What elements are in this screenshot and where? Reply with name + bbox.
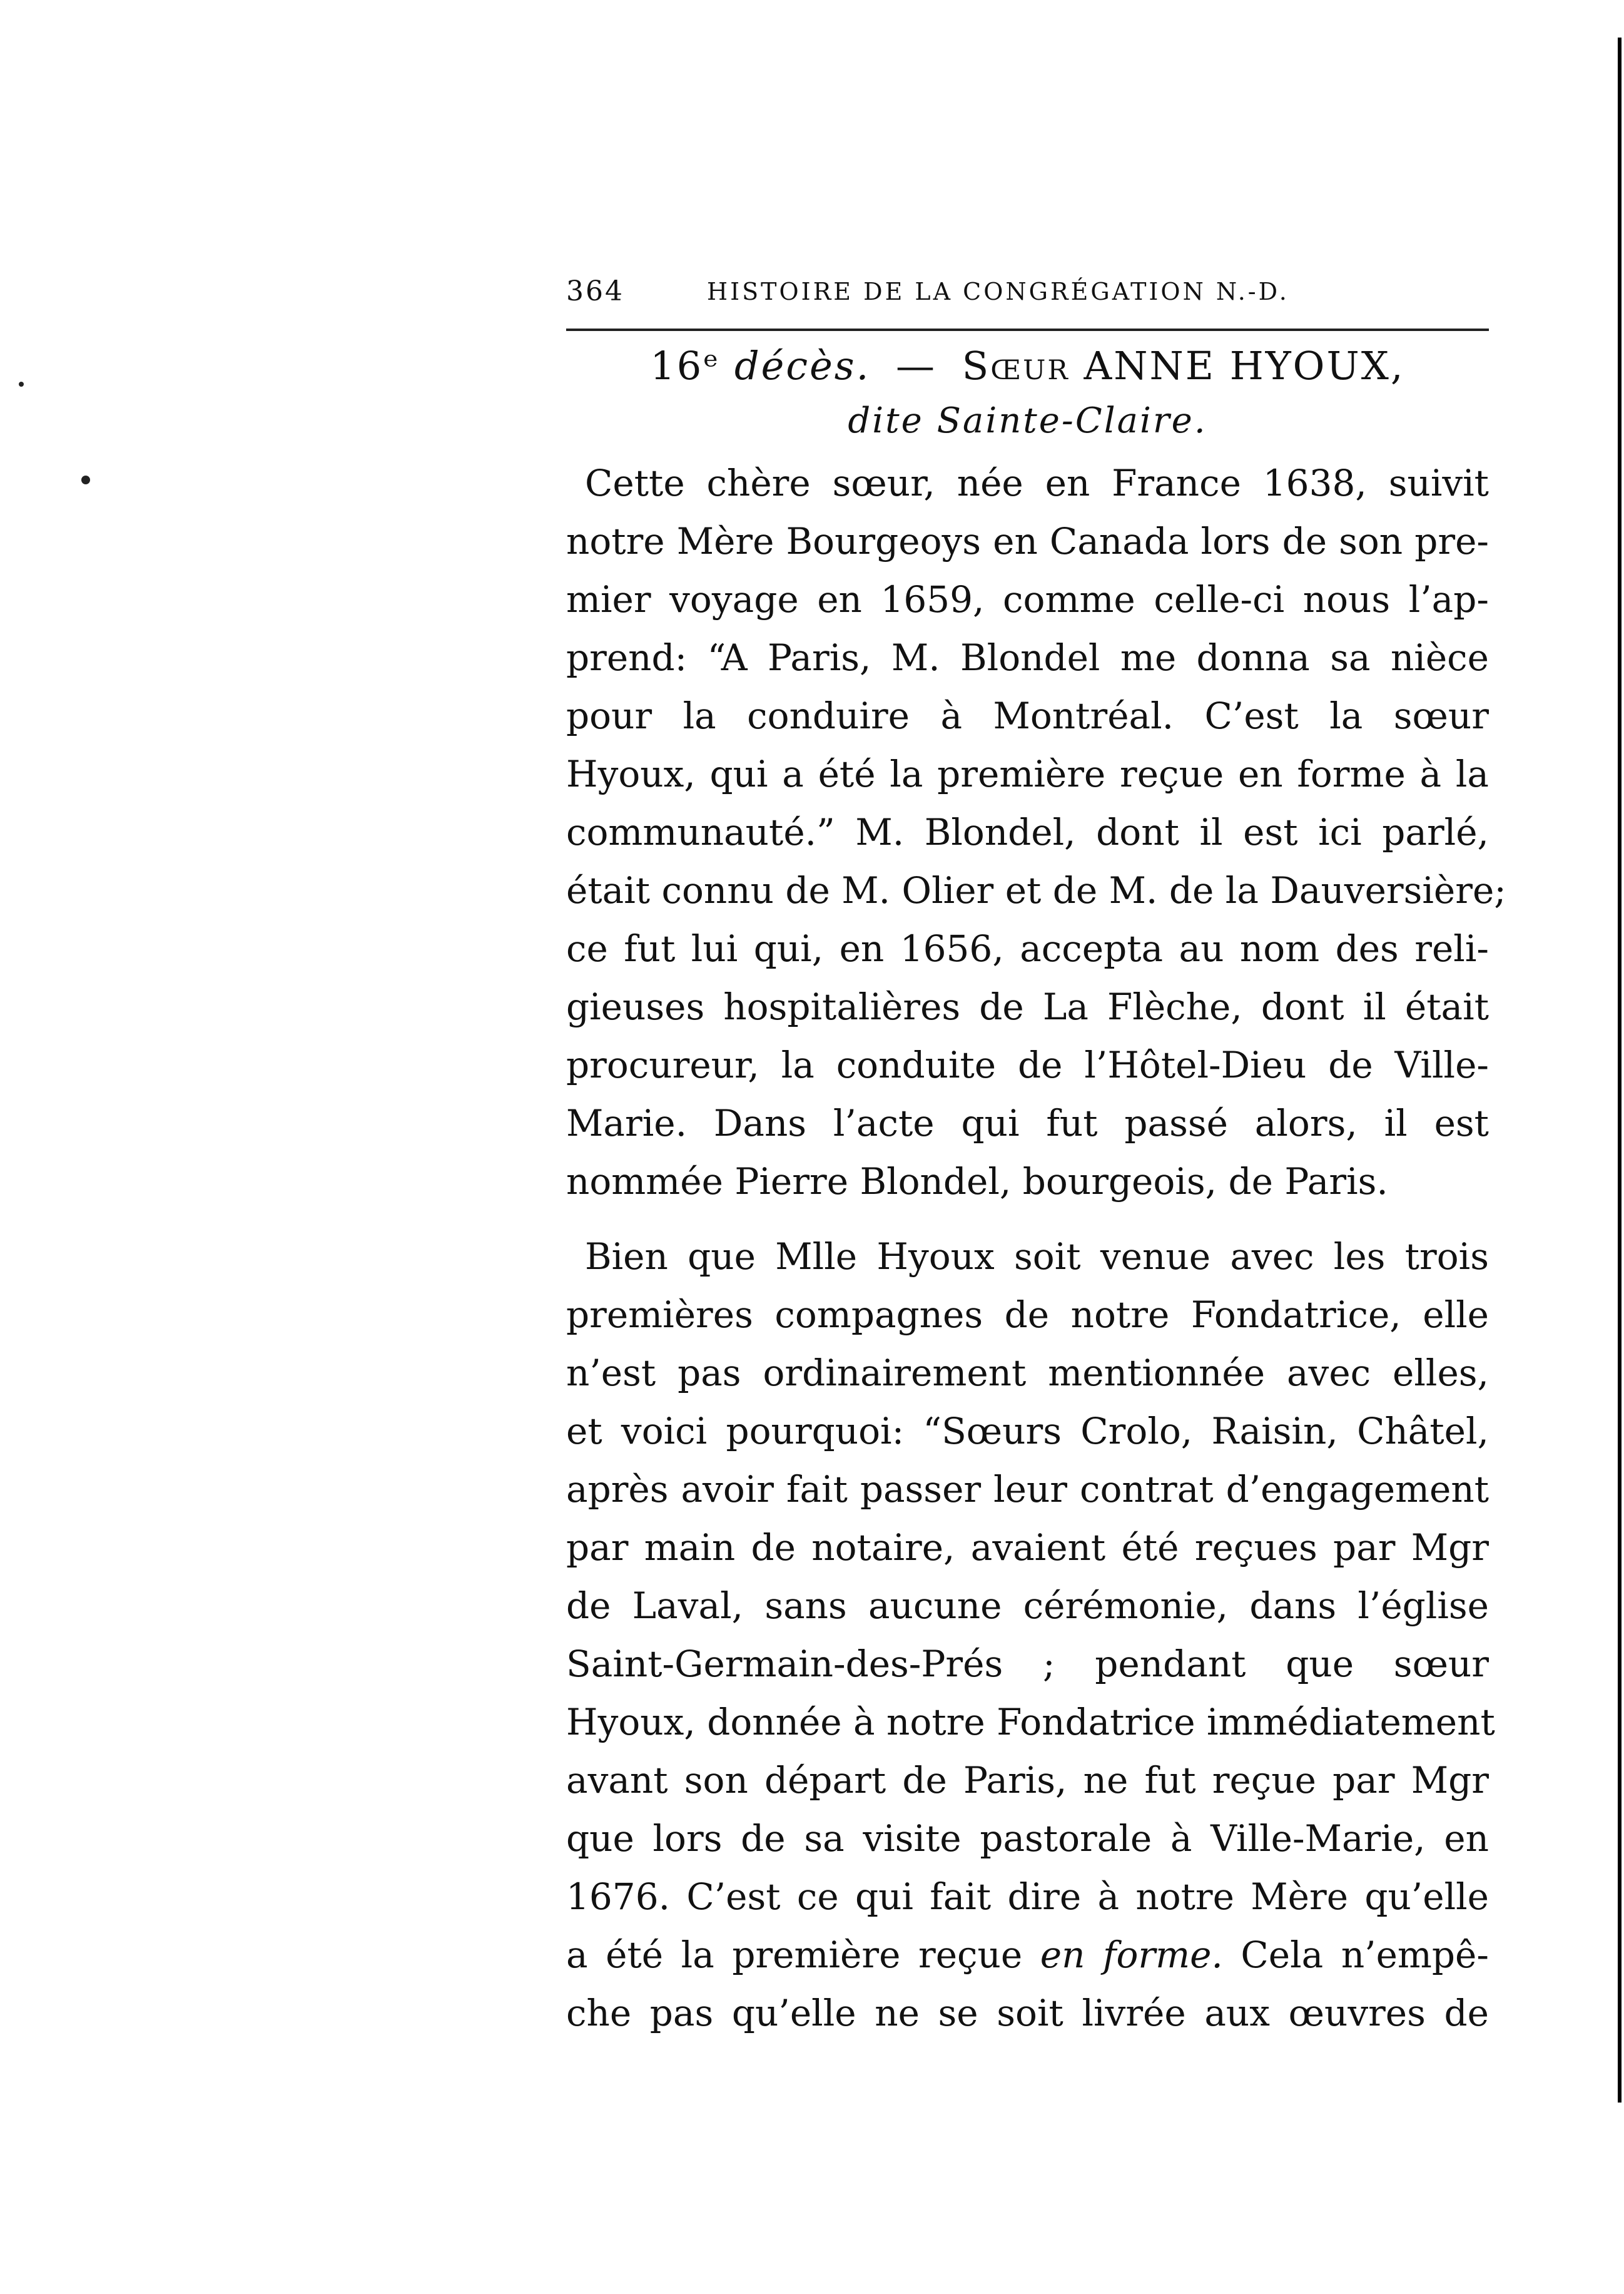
page-edge-shadow <box>1618 38 1621 2103</box>
text-run: Cela n’empê- <box>1222 1934 1489 1976</box>
text-line: che pas qu’elle ne se soit livrée aux œuvres de <box>566 1992 1489 2034</box>
header-rule <box>566 329 1489 331</box>
text-line: avant son départ de Paris, ne fut reçue par Mgr <box>566 1759 1489 1802</box>
heading-deces: décès. <box>734 343 871 389</box>
page-number: 364 <box>566 275 624 307</box>
heading-dash: — <box>896 343 937 389</box>
text-line: Cette chère sœur, née en France 1638, suivit <box>585 462 1489 504</box>
text-line: Hyoux, qui a été la première reçue en forme à la <box>566 753 1489 795</box>
text-line: 1676. C’est ce qui fait dire à notre Mère qu’elle <box>566 1875 1489 1918</box>
text-line: pour la conduire à Montréal. C’est la sœur <box>566 695 1489 737</box>
text-line <box>566 1926 1489 1984</box>
text-line: après avoir fait passer leur contrat d’engagement <box>566 1468 1489 1511</box>
heading-name: Sœur ANNE HYOUX, <box>962 343 1405 389</box>
running-title: HISTOIRE DE LA CONGRÉGATION N.-D. <box>707 278 1289 305</box>
text-line: que lors de sa visite pastorale à Ville-Marie, en <box>566 1817 1489 1860</box>
text-line: notre Mère Bourgeoys en Canada lors de son pre- <box>566 520 1489 563</box>
heading-ordinal: 16ᵉ <box>650 343 721 389</box>
section-subtitle: dite Sainte-Claire. <box>848 400 1207 441</box>
text-line: nommée Pierre Blondel, bourgeois, de Paris. <box>566 1160 1388 1203</box>
text-line: prend: “A Paris, M. Blondel me donna sa nièce <box>566 636 1489 679</box>
section-heading <box>566 343 1489 389</box>
text-line: Hyoux, donnée à notre Fondatrice immédiatement <box>566 1701 1495 1743</box>
text-line: procureur, la conduite de l’Hôtel-Dieu de Ville- <box>566 1044 1489 1086</box>
text-line: et voici pourquoi: “Sœurs Crolo, Raisin, Châtel, <box>566 1410 1489 1452</box>
scan-speck <box>19 382 24 387</box>
italic-emphasis: en forme. <box>1040 1934 1223 1976</box>
text-line: ce fut lui qui, en 1656, accepta au nom des reli- <box>566 927 1489 970</box>
text-line: Bien que Mlle Hyoux soit venue avec les trois <box>585 1235 1489 1278</box>
scan-speck <box>81 476 90 484</box>
text-line: gieuses hospitalières de La Flèche, dont il était <box>566 986 1489 1028</box>
text-line: de Laval, sans aucune cérémonie, dans l’église <box>566 1584 1489 1627</box>
text-line: communauté.” M. Blondel, dont il est ici parlé, <box>566 811 1489 854</box>
text-line: n’est pas ordinairement mentionnée avec elles, <box>566 1352 1489 1394</box>
text-line: était connu de M. Olier et de M. de la Dauversière; <box>566 869 1506 912</box>
text-run: a été la première reçue <box>566 1934 1040 1976</box>
paragraph-2 <box>566 1228 1495 2042</box>
text-line: Saint-Germain-des-Prés ; pendant que sœur <box>566 1643 1489 1685</box>
text-line: par main de notaire, avaient été reçues par Mgr <box>566 1526 1489 1569</box>
text-line: mier voyage en 1659, comme celle-ci nous l’ap- <box>566 578 1489 621</box>
text-line: Marie. Dans l’acte qui fut passé alors, il est <box>566 1102 1489 1144</box>
running-header <box>566 275 1489 319</box>
paragraph-1 <box>566 454 1506 1211</box>
text-line: premières compagnes de notre Fondatrice, elle <box>566 1293 1489 1336</box>
